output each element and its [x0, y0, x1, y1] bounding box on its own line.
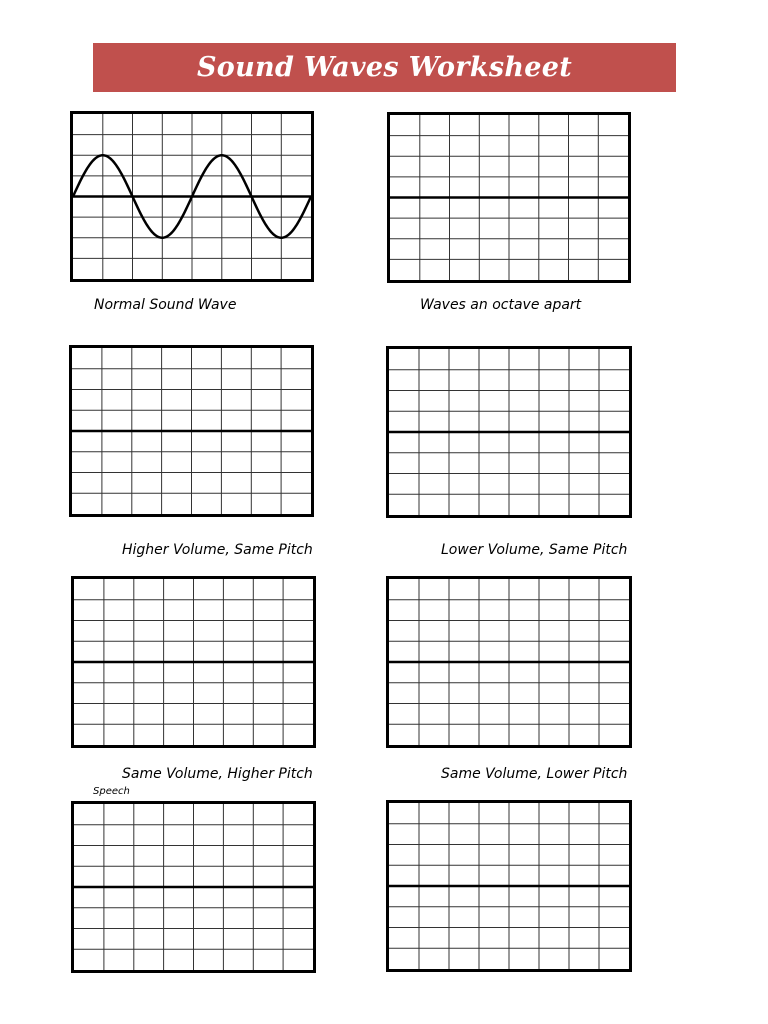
worksheet-title-banner — [93, 43, 676, 92]
wave-grid-lower-volume — [386, 346, 632, 518]
wave-grid-higher-pitch — [71, 576, 316, 748]
caption-higher-pitch: Same Volume, Higher Pitch — [122, 766, 313, 782]
grid-lines — [390, 115, 628, 280]
wave-grid-octave — [387, 112, 631, 283]
grid-lines — [74, 804, 313, 970]
caption-octave-apart: Waves an octave apart — [420, 297, 582, 313]
wave-grid-higher-volume — [69, 345, 314, 517]
caption-lower-volume: Lower Volume, Same Pitch — [441, 542, 628, 558]
wave-grid-speech — [71, 801, 316, 973]
grid-lines — [73, 114, 311, 279]
worksheet-title: Sound Waves Worksheet — [196, 52, 572, 83]
wave-grid-normal — [70, 111, 314, 282]
speech-label: Speech — [93, 786, 130, 797]
grid-lines — [389, 803, 629, 969]
grid-lines — [389, 349, 629, 515]
grid-lines — [72, 348, 311, 514]
wave-grid-blank — [386, 800, 632, 972]
caption-normal-sound-wave: Normal Sound Wave — [94, 297, 237, 313]
wave-grid-lower-pitch — [386, 576, 632, 748]
grid-lines — [74, 579, 313, 745]
grid-lines — [389, 579, 629, 745]
caption-lower-pitch: Same Volume, Lower Pitch — [441, 766, 628, 782]
caption-higher-volume: Higher Volume, Same Pitch — [122, 542, 313, 558]
